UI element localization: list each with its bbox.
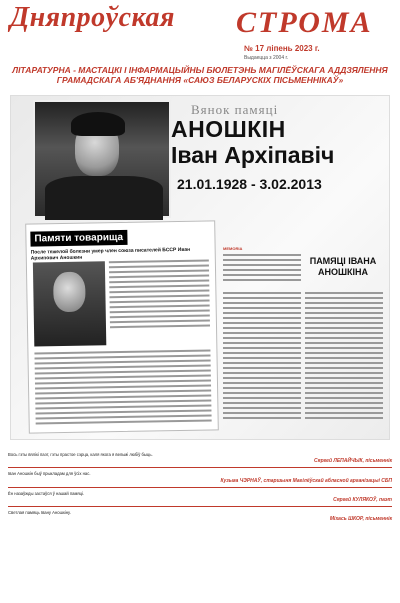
portrait-photo [33, 100, 171, 218]
divider [8, 467, 392, 468]
issue-number: № 17 ліпень 2023 г. [244, 44, 320, 53]
quote-2-author: Кузьма ЧЭРНАЎ, старшыня Магілёўскай абласной арганізацыі СБП [220, 477, 392, 484]
quotes-section [8, 452, 392, 525]
wreath-heading: Вянок памяці [191, 102, 279, 117]
portrait-hair [71, 112, 125, 136]
memoria-text [223, 254, 301, 284]
quote-4-author: Міхась ШКОР, пісьменнік [329, 516, 392, 523]
newspaper-title-part1: Дняпроўская [10, 2, 175, 33]
divider [8, 487, 392, 488]
clipping-subheading: После тяжелой болезни умер член союза писателей БССР Иван Архипович Аношкин [30, 246, 191, 262]
given-name: Іван Архіпавіч [171, 142, 335, 168]
masthead [0, 0, 400, 85]
clipping-heading: Памяти товарища [30, 230, 127, 247]
quote-2: Іван Аношкін быў прыкладам для ўсіх нас. [8, 471, 91, 477]
quote-1-author: Сяргей ЛЕПАЙЧЫК, пісьменнік [314, 458, 392, 465]
memorial-feature [10, 95, 390, 440]
life-dates: 21.01.1928 - 3.02.2013 [177, 176, 322, 192]
quote-4: Светлая памяць Івану Аношкіну. [8, 509, 71, 515]
quote-3-author: Сяргей КУЛЯКОЎ, паэт [333, 496, 392, 503]
quote-3: Ён назаўжды застаўся ў нашай памяці. [8, 490, 85, 496]
memoria-label: MEMORIA [223, 246, 243, 251]
newspaper-subtitle: ЛІТАРАТУРНА - МАСТАЦКІ І ІНФАРМАЦЫЙНЫ БЮЛЕТЭНЬ МАГІЛЁЎСКАГА АДДЗЯЛЕННЯ ГРАМАДСКАГА АБ'ЯДНАННЯ «САЮЗ БЕЛАРУСКІХ ПІСЬМЕННІКАЎ» [12, 65, 388, 85]
clipping-photo [33, 261, 106, 346]
newspaper-clipping [25, 220, 219, 433]
divider [8, 506, 392, 507]
quote-1: Вось гэты вялікі паэт, гэты прастое сэрца, каля якога я вельмі любіў быць. [8, 452, 153, 457]
newspaper-title-part2: СТРОМА [236, 6, 373, 39]
clipping-face [53, 272, 86, 313]
clipping-text-block [109, 259, 210, 331]
article-column-1 [223, 292, 301, 422]
article-column-2 [305, 292, 383, 422]
clipping-text-block-lower [34, 349, 211, 427]
surname: АНОШКІН [171, 116, 286, 142]
issue-meta: Выдаецца з 2004 г. [244, 55, 289, 61]
tribute-heading: ПАМЯЦІ ІВАНА АНОШКІНА [309, 256, 377, 277]
portrait-coat [45, 176, 163, 220]
